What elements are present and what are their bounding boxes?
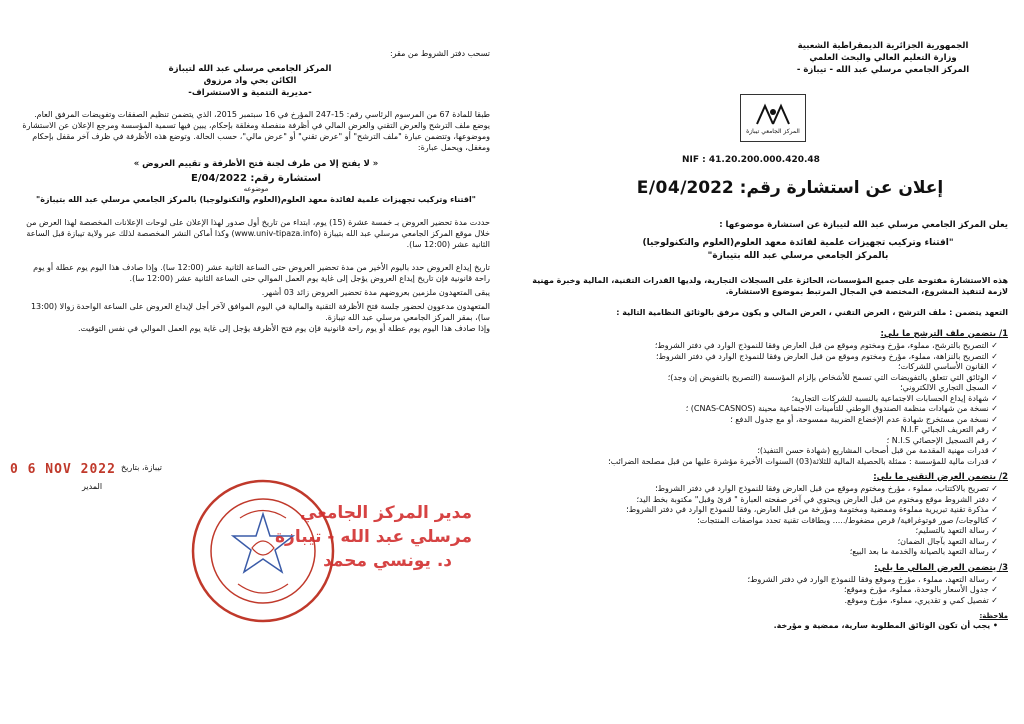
open-to-paragraph: هذه الاستشارة مفتوحة على جميع المؤسسات، الحائزة على السجلات التجارية، ولديها القدرات التقنية، المالية وخبرة مهنية لازمة لتنفيذ المشروع، المختصة في المجال المرتبط بموضوع الاستشارة. xyxy=(532,276,1008,296)
list-item: ✓ رقم التسجيل الإحصائي N.I.S ؛ xyxy=(886,435,998,445)
subject-label: موضوعه xyxy=(243,185,269,193)
list-item: ✓ نسخة من مستخرج شهادة عدم الإخضاع الضريبة ممسوحة، أو مع جدول الدفع ؛ xyxy=(730,414,998,424)
header-line: الجمهورية الجزائرية الديمقراطية الشعبية xyxy=(797,41,969,51)
list-item: ✓ رسالة التعهد بآجال الضمان؛ xyxy=(897,536,998,546)
list-item: ✓ رقم التعريف الجبائي N.I.F xyxy=(900,425,998,434)
date-stamp: 0 6 NOV 2022 xyxy=(10,462,116,477)
signature-stamp xyxy=(200,502,472,572)
list-item: ✓ رسالة التعهد بالصيانة والخدمة ما بعد البيع؛ xyxy=(849,547,998,556)
signature-line: مرسلي عبد الله - تيبازة xyxy=(275,527,472,547)
list-item: ✓ الوثائق التي تتعلق بالتفويضات التي تسمح للأشخاص بإلزام المؤسسة (التصريح بالتفويض إن وجد)؛ xyxy=(667,372,998,382)
list-item: ✓ رسالة التعهد بالتسليم؛ xyxy=(915,526,998,535)
date-label: تيبازة، بتاريخ xyxy=(120,463,162,472)
university-logo xyxy=(740,94,806,142)
list-item: ✓ قدرات مالية للمؤسسة : ممثلة بالحصيلة المالية للثلاثة(03) السنوات الأخيرة مؤشرة عليها من قبل مصلحة الضرائب؛ xyxy=(608,456,998,466)
director-label: المدير xyxy=(81,482,103,491)
list-item: ✓ جدول الأسعار بالوحدة، مملوء، مؤرخ وموقع؛ xyxy=(844,585,998,594)
title-block xyxy=(600,178,980,198)
right-body xyxy=(522,220,1008,632)
duration-paragraph: حددت مدة تحضير العروض بـ خمسة عشرة (15) يوم، ابتداء من تاريخ أول صدور لهذا الإعلان على لوحات الإعلانات المخصصة لهذا العرض من خلال موقع المركز الجامعي مرسلي عبد الله بتيبازة (www.univ-tipaza.info) وكذا أماكن النشر المخصصة لذلك عبر ولاية تيبازة قبل الساعة الثانية عشر (12:00 سا). xyxy=(26,218,490,249)
nif-line xyxy=(682,147,842,166)
list-item: ✓ كتالوجات/ صور فوتوغرافية/ قرص مضغوط/..... وبطاقات تقنية تحدد مواصفات المنتجات؛ xyxy=(697,515,998,525)
list-item: ✓ السجل التجاري الالكتروني؛ xyxy=(900,383,998,392)
section-3-title: 3/ يتضمن العرض المالي ما يلي: xyxy=(874,562,1008,573)
right-subject: "اقتناء وتركيب تجهيزات علمية لفائدة معهد العلوم(العلوم والتكنولوجيا) بالمركز الجامعي مرسلي عبد الله بتيبازة" xyxy=(642,238,954,261)
section-1-list xyxy=(522,341,1008,467)
address-line: الكائن بحي واد مرزوق xyxy=(203,76,297,86)
section-1-title: 1/ يتضمن ملف الترشح ما يلي: xyxy=(880,329,1008,339)
list-item: ✓ دفتر الشروط موقع ومختوم من قبل العارض ويحتوي في آخر صفحته العبارة " قرئ وقبل" مكتوبة بخط اليد؛ xyxy=(636,494,998,504)
section-2-list xyxy=(522,484,1008,558)
bid-contains: التعهد يتضمن : ملف الترشح ، العرض التقني ، العرض المالي و يكون مرفق بالوثائق النظامية التالية : xyxy=(616,308,1008,317)
list-item: ✓ القانون الأساسي للشركات؛ xyxy=(898,362,998,371)
note-label: ملاحظة: xyxy=(979,612,1008,620)
holiday-paragraph: وإذا صادف هذا اليوم يوم عطلة أو يوم راحة قانونية فإن يوم فتح الأظرفة يؤجل إلى غاية يوم العمل الموالي في نفس التوقيت. xyxy=(78,324,490,333)
address-line: -مديرية التنمية و الاستشراف- xyxy=(188,88,312,98)
deposit-paragraph: تاريخ إيداع العروض حدد باليوم الأخير من مدة تحضير العروض حتى الساعة الثانية عشر (12:00 سا). وإذا صادف هذا اليوم يوم عطلة أو يوم راحة قانونية فإن تاريخ إيداع العروض يؤجل إلى غاية يوم العمل الموالي حتى الساعة الثانية عشر (12:00 سا). xyxy=(33,263,490,283)
intro-paragraph: طبقا للمادة 67 من المرسوم الرئاسي رقم: 15-247 المؤرخ في 16 سبتمبر 2015، الذي يتضمن تنظيم الصفقات وتفويضات المرفق العام. يوضع ملف الترشح والعرض التقني والعرض المالي في أظرفة منفصلة ومغلقة بإحكام، يبين فيها تسمية المؤسسة ومرجع الإعلان عن الاستشارة وموضوعها، وتتضمن عبارة "ملف الترشح" أو "عرض تقني" أو "عرض مالي"، حسب الحالة. وتوضع هذه الأظرفة في ظرف آخر مقفل بإحكام ومغفل، ويحمل عبارة: xyxy=(22,110,490,152)
header-line: وزارة التعليم العالي والبحث العلمي xyxy=(809,53,957,63)
list-item: ✓ قدرات مهنية المقدمة من قبل أصحاب المشاريع (شهادة حسن التنفيذ)؛ xyxy=(757,446,998,455)
list-item: ✓ التصريح بالنزاهة، مملوء، مؤرخ ومختوم وموقع من قبل العارض وفقا للنموذج الوارد في دفتر الشروط؛ xyxy=(655,351,998,361)
list-item: ✓ تفصيل كمي و تقديري، مملوء، مؤرخ وموقع. xyxy=(844,595,998,605)
list-item: ✓ مذكرة تقنية تبريرية مملوءة وممضية ومختومة ومؤرخة من قبل العارض، وفقا للنموذج الوارد في دفتر الشروط؛ xyxy=(626,505,998,514)
left-column xyxy=(22,48,490,337)
signature-line: د. يونسي محمد xyxy=(323,551,452,571)
retrieve-from: تسحب دفتر الشروط من مقر: xyxy=(389,49,490,58)
list-item: ✓ شهادة إيداع الحسابات الاجتماعية بالنسبة للشركات التجارية؛ xyxy=(791,393,998,403)
list-item: ✓ نسخة من شهادات منظمة الصندوق الوطني للتأمينات الاجتماعية محينة (CNAS-CASNOS) ؛ xyxy=(685,404,998,413)
right-column xyxy=(522,40,1008,76)
list-item: ✓ التصريح بالترشح، مملوء، مؤرخ ومختوم وموقع من قبل العارض وفقا للنموذج الوارد في دفتر الشروط؛ xyxy=(654,341,998,350)
announcement-title: إعلان عن استشارة رقم: 2022/E/04 xyxy=(636,178,944,198)
section-2-title: 2/ يتضمن العرض التقني ما يلي: xyxy=(873,472,1008,482)
address-line: المركز الجامعي مرسلي عبد الله لتيبازة xyxy=(168,64,332,74)
list-item: ✓ تصريح بالاكتتاب، مملوء ، مؤرخ ومختوم وموقع من قبل العارض وفقا للنموذج الوارد في دفتر الشروط؛ xyxy=(655,484,998,493)
logo-emblem-icon xyxy=(753,102,793,128)
validity-paragraph: يبقى المتعهدون ملزمين بعروضهم مدة تحضير العروض زائد 03 أشهر. xyxy=(261,288,490,297)
announce-line: يعلن المركز الجامعي مرسلي عبد الله لتيبازة عن استشارة موضوعها : xyxy=(719,220,1008,230)
logo-text: المركز الجامعي تيبازة xyxy=(746,127,800,135)
header-block xyxy=(758,40,1008,76)
subject-text: "اقتناء وتركيب تجهيزات علمية لفائدة معهد العلوم(العلوم والتكنولوجيا) بالمركز الجامعي مرسلي عبد الله بتيبازة" xyxy=(36,195,476,204)
opening-paragraph: المتعهدون مدعوون لحضور جلسة فتح الأظرفة التقنية والمالية في اليوم الموافق لآخر أجل لإيداع العروض على الساعة الواحدة زوالا (13:00 سا)، بمقر المركز الجامعي مرسلي عبد الله تيبازة. xyxy=(30,302,490,322)
address-block xyxy=(120,63,380,99)
note-text: • يجب أن تكون الوثائق المطلوبة سارية، ممضية و مؤرخة. xyxy=(773,621,998,630)
signature-line: مدير المركز الجامعي xyxy=(300,503,472,523)
envelope-quote: « لا يفتح إلا من طرف لجنة فتح الأظرفة و تقييم العروض » xyxy=(133,159,379,169)
header-line: المركز الجامعي مرسلي عبد الله - تيبازة - xyxy=(796,65,970,75)
consult-number: استشارة رقم: 2022/E/04 xyxy=(191,173,321,184)
stamp-arc xyxy=(238,584,288,593)
nif-number: NIF : 41.20.200.000.420.48 xyxy=(682,155,820,165)
section-3-list xyxy=(522,575,1008,607)
list-item: ✓ رسالة التعهد، مملوء ، مؤرخ وموقع وفقا للنموذج الوارد في دفتر الشروط؛ xyxy=(747,574,998,584)
